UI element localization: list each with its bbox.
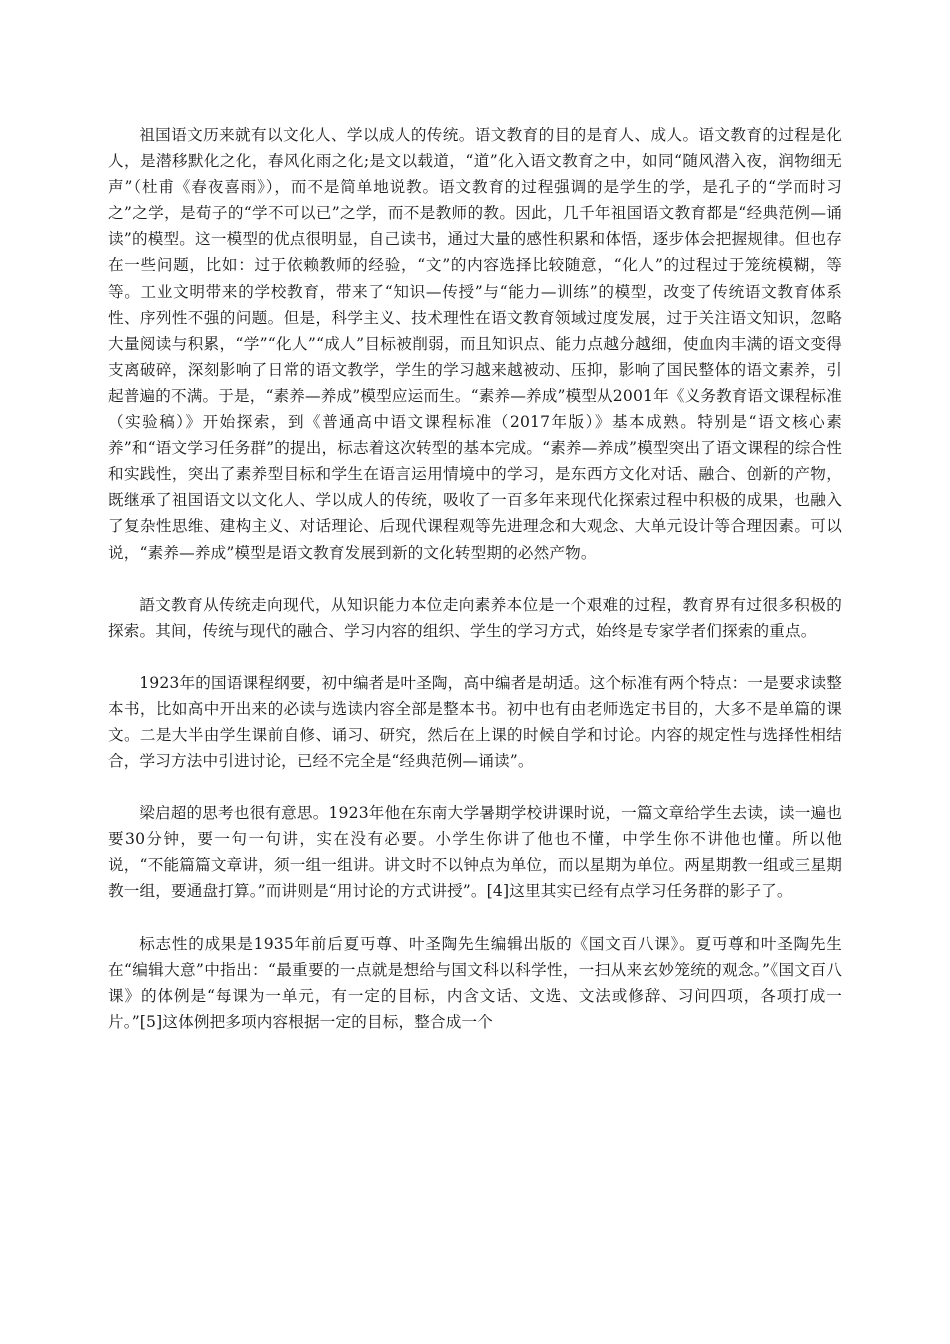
paragraph-2: 語文教育从传统走向现代，从知识能力本位走向素养本位是一个艰难的过程，教育界有过很多积极的探索。其间，传统与现代的融合、学习内容的组织、学生的学习方式，始终是专家学者们探索的重点。 — [108, 595, 842, 640]
document-body — [108, 122, 842, 1061]
paragraph-5: 标志性的成果是1935年前后夏丏尊、叶圣陶先生编辑出版的《国文百八课》。夏丏尊和叶圣陶先生在“编辑大意”中指出：“最重要的一点就是想给与国文科以科学性，一扫从来玄妙笼统的观念。”《国文百八课》的体例是“每课为一单元，有一定的目标，内含文话、文选、文法或修辞、习问四项，各项打成一片。”[5]这体例把多项内容根据一定的目标，整合成一个 — [108, 934, 842, 1031]
paragraph-1: 祖国语文历来就有以文化人、学以成人的传统。语文教育的目的是育人、成人。语文教育的过程是化人，是潜移默化之化，春风化雨之化;是文以载道，“道”化入语文教育之中，如同“随风潜入夜，润物细无声”（杜甫《春夜喜雨》），而不是简单地说教。语文教育的过程强调的是学生的学，是孔子的“学而时习之”之学，是荀子的“学不可以已”之学，而不是教师的教。因此，几千年祖国语文教育都是“经典范例—诵读”的模型。这一模型的优点很明显，自己读书，通过大量的感性积累和体悟，逐步体会把握规律。但也存在一些问题，比如：过于依赖教师的经验，“文”的内容选择比较随意，“化人”的过程过于笼统模糊，等等。工业文明带来的学校教育，带来了“知识—传授”与“能力—训练”的模型，改变了传统语文教育体系性、序列性不强的问题。但是，科学主义、技术理性在语文教育领域过度发展，过于关注语文知识，忽略大量阅读与积累，“学”“化人”“成人”目标被削弱，而且知识点、能力点越分越细，使血肉丰满的语文变得支离破碎，深刻影响了日常的语文教学，学生的学习越来越被动、压抑，影响了国民整体的语文素养，引起普遍的不满。于是，“素养—养成”模型应运而生。“素养—养成”模型从2001年《义务教育语文课程标准（实验稿）》开始探索，到《普通高中语文课程标准（2017年版）》基本成熟。特别是“语文核心素养”和“语文学习任务群”的提出，标志着这次转型的基本完成。“素养—养成”模型突出了语文课程的综合性和实践性，突出了素养型目标和学生在语言运用情境中的学习，是东西方文化对话、融合、创新的产物，既继承了祖国语文以文化人、学以成人的传统，吸收了一百多年来现代化探索过程中积极的成果，也融入了复杂性思维、建构主义、对话理论、后现代课程观等先进理念和大观念、大单元设计等合理因素。可以说，“素养—养成”模型是语文教育发展到新的文化转型期的必然产物。 — [108, 126, 843, 562]
paragraph-4: 梁启超的思考也很有意思。1923年他在东南大学暑期学校讲课时说，一篇文章给学生去读，读一遍也要30分钟，要一句一句讲，实在没有必要。小学生你讲了他也不懂，中学生你不讲他也懂。所以他说，“不能篇篇文章讲，须一组一组讲。讲文时不以钟点为单位，而以星期为单位。两星期教一组或三星期教一组，要通盘打算。”而讲则是“用讨论的方式讲授”。[4]这里其实已经有点学习任务群的影子了。 — [108, 804, 842, 901]
paragraph-3: 1923年的国语课程纲要，初中编者是叶圣陶，高中编者是胡适。这个标准有两个特点：一是要求读整本书，比如高中开出来的必读与选读内容全部是整本书。初中也有由老师选定书目的，大多不是单篇的课文。二是大半由学生课前自修、诵习、研究，然后在上课的时候自学和讨论。内容的规定性与选择性相结合，学习方法中引进讨论，已经不完全是“经典范例—诵读”。 — [108, 673, 842, 771]
